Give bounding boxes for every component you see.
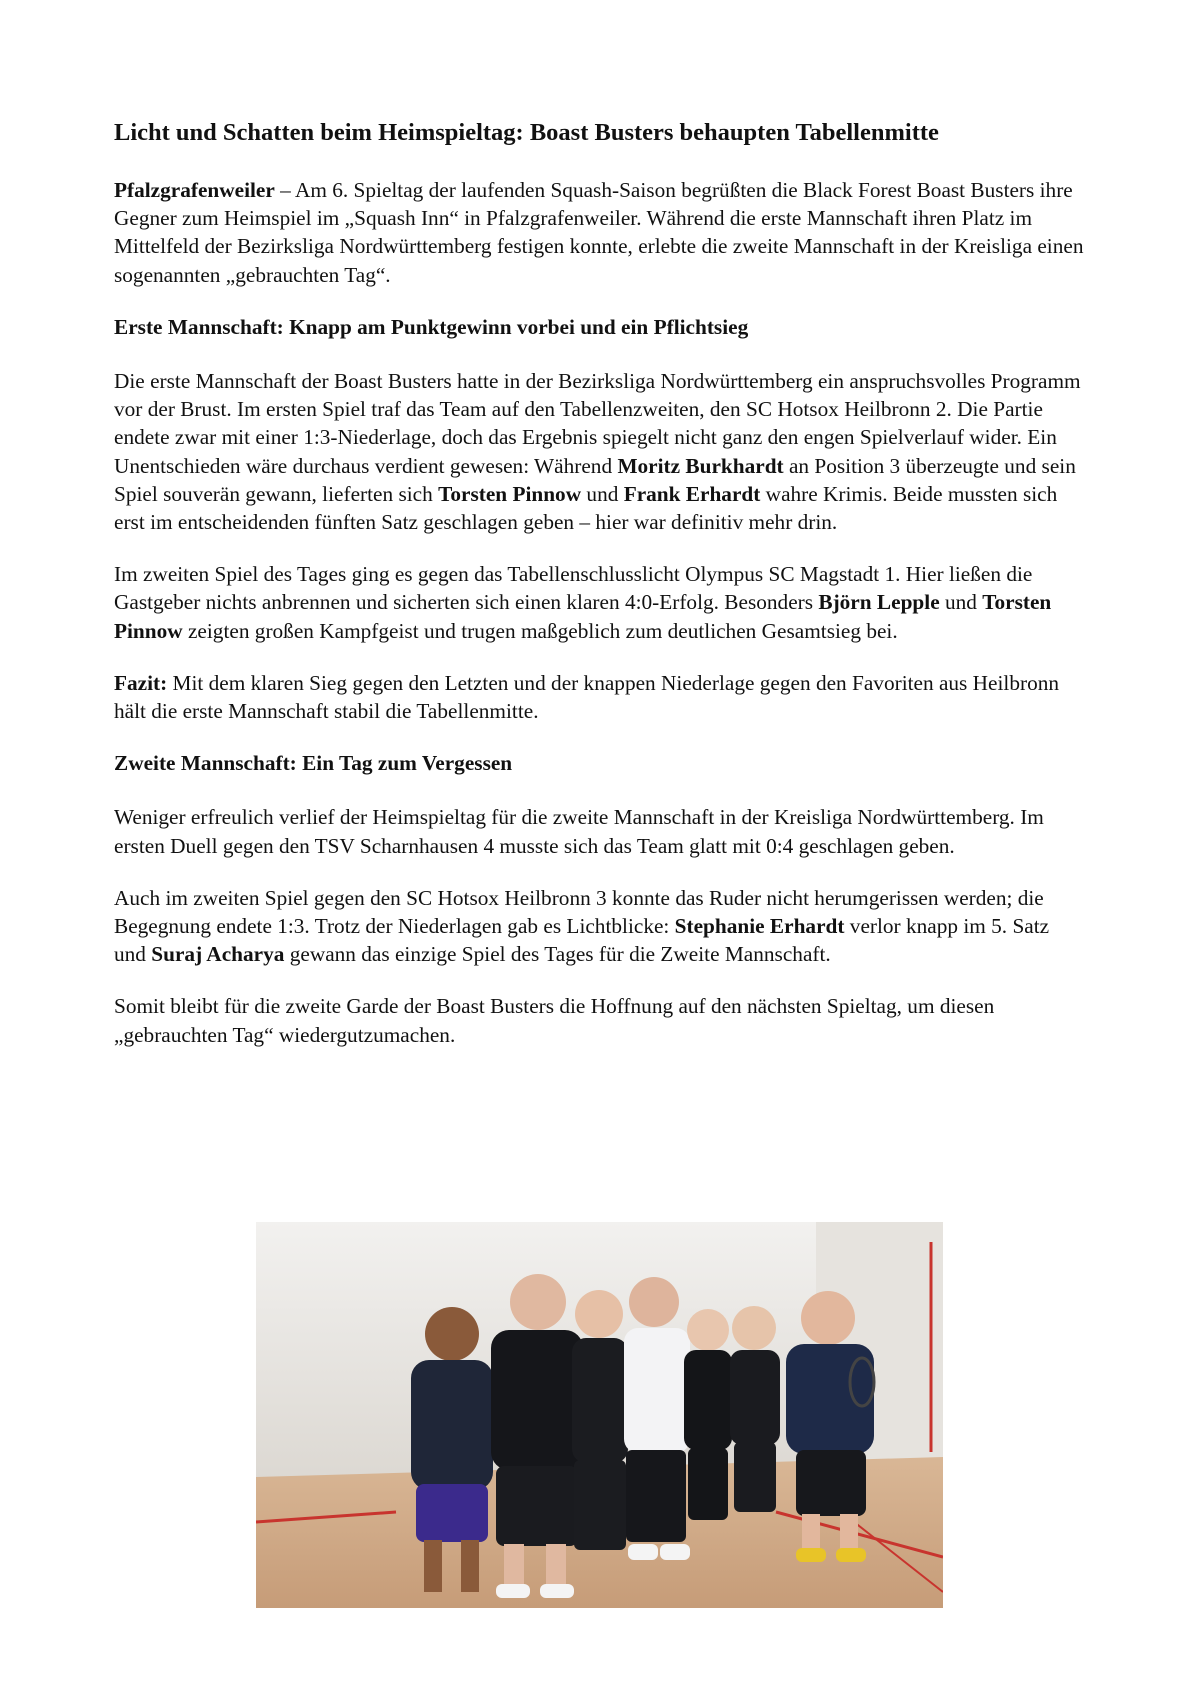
- intro-text: – Am 6. Spieltag der laufenden Squash-Saison begrüßten die Black Forest Boast Busters ihre Gegner zum Heimspiel im „Squash Inn“ in Pfalzgrafenweiler. Während die erste Mannschaft ihren Platz im Mittelfeld der Bezirksliga Nordwürttemberg festigen konnte, erlebte die zweite Mannschaft in der Kreisliga einen sogenannten „gebrauchten Tag“.: [114, 178, 1084, 287]
- article: [114, 118, 1084, 1073]
- intro-place: Pfalzgrafenweiler: [114, 178, 275, 202]
- p2-text-3: zeigten großen Kampfgeist und trugen maßgeblich zum deutlichen Gesamtsieg bei.: [182, 618, 898, 643]
- p2-name-1: Björn Lepple: [818, 590, 940, 615]
- p5-text-2: verlor knapp im 5. Satz und: [114, 914, 1050, 967]
- section1-heading: Erste Mannschaft: Knapp am Punktgewinn vorbei und ein Pflichtsieg: [114, 314, 749, 339]
- p5-name-2: Suraj Acharya: [151, 942, 285, 967]
- p1-name-3: Frank Erhardt: [623, 481, 761, 506]
- p1-name-2: Torsten Pinnow: [438, 481, 582, 506]
- p5-text-1: Auch im zweiten Spiel gegen den SC Hotsox Heilbronn 3 konnte das Ruder nicht herumgerissen werden; die Begegnung endete 1:3. Trotz der Niederlagen gab es Lichtblicke:: [114, 885, 1044, 939]
- intro-paragraph: [114, 176, 1084, 289]
- p5-name-1: Stephanie Erhardt: [674, 914, 845, 939]
- fazit-text: Mit dem klaren Sieg gegen den Letzten und der knappen Niederlage gegen den Favoriten aus Heilbronn hält die erste Mannschaft stabil die Tabellenmitte.: [114, 670, 1060, 724]
- paragraph-4: Weniger erfreulich verlief der Heimspieltag für die zweite Mannschaft in der Kreisliga Nordwürttemberg. Im ersten Duell gegen den TSV Scharnhausen 4 musste sich das Team glatt mit 0:4 geschlagen geben.: [114, 805, 1044, 858]
- p1-name-1: Moritz Burkhardt: [617, 453, 784, 478]
- article-title: Licht und Schatten beim Heimspieltag: Boast Busters behaupten Tabellenmitte: [114, 119, 939, 146]
- team-photo: [256, 1222, 943, 1608]
- p1-text-3: und: [581, 481, 624, 506]
- paragraph-6: Somit bleibt für die zweite Garde der Boast Busters die Hoffnung auf den nächsten Spieltag, um diesen „gebrauchten Tag“ wiedergutzumachen.: [114, 994, 995, 1047]
- p1-text-2: an Position 3 überzeugte und sein Spiel souverän gewann, lieferten sich: [114, 453, 1076, 506]
- paragraph-fazit: [114, 669, 1084, 725]
- p2-text-1: Im zweiten Spiel des Tages ging es gegen das Tabellenschlusslicht Olympus SC Magstadt 1. Hier ließen die Gastgeber nichts anbrennen und sicherten sich einen klaren 4:0-Erfolg. Besonders: [114, 562, 1033, 615]
- section2-heading: Zweite Mannschaft: Ein Tag zum Vergessen: [114, 751, 513, 776]
- p1-text-1: Die erste Mannschaft der Boast Busters hatte in der Bezirksliga Nordwürttemberg ein anspruchsvolles Programm vor der Brust. Im ersten Spiel traf das Team auf den Tabellenzweiten, den SC Hotsox Heilbronn 2. Die Partie endete zwar mit einer 1:3-Niederlage, doch das Ergebnis spiegelt nicht ganz den engen Spielverlauf wider. Ein Unentschieden wäre durchaus verdient gewesen: Während: [114, 369, 1081, 478]
- paragraph-1: [114, 367, 1084, 536]
- p2-text-2: und: [939, 590, 983, 615]
- paragraph-5: [114, 884, 1084, 969]
- team-photo-icon: [256, 1222, 943, 1608]
- p5-text-3: gewann das einzige Spiel des Tages für die Zweite Mannschaft.: [284, 942, 831, 967]
- paragraph-2: [114, 560, 1084, 645]
- p2-name-2: Torsten Pinnow: [114, 590, 1052, 643]
- p1-text-4: wahre Krimis. Beide mussten sich erst im entscheidenden fünften Satz geschlagen geben – hier war definitiv mehr drin.: [114, 481, 1058, 535]
- fazit-label: Fazit:: [114, 670, 168, 695]
